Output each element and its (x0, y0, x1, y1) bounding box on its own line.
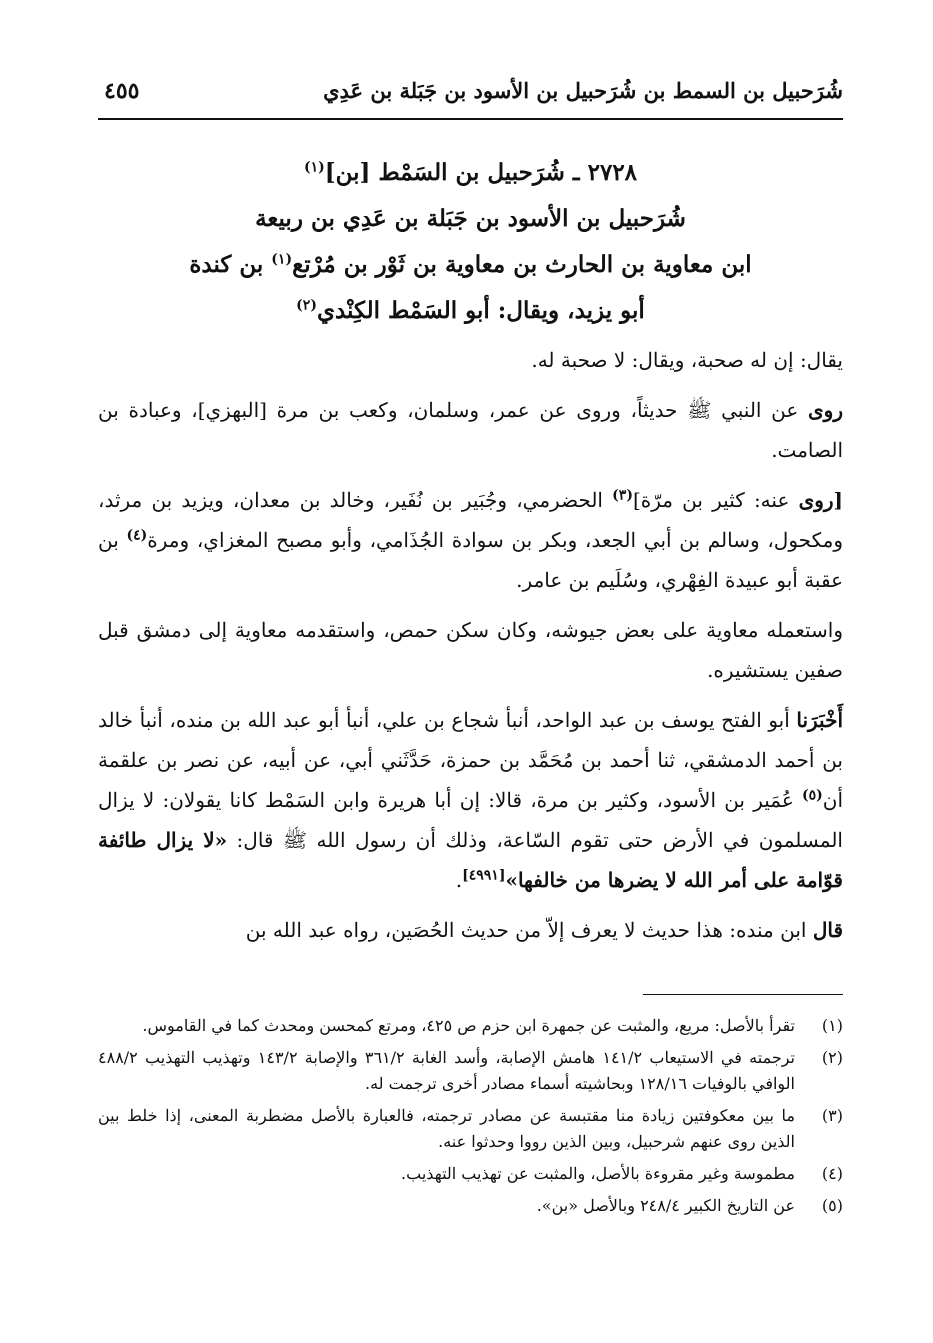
lead-word: [روى (798, 488, 843, 512)
running-title: شُرَحبيل بن السمط بن شُرَحبيل بن الأسود بن جَبَلة بن عَدِي (323, 78, 843, 103)
paragraph-text: بن عقبة أبو عبيدة الفِهْري، وسُلَيم بن عامر. (98, 528, 843, 592)
footnote-divider (643, 994, 843, 995)
entry-number-and-name: ٢٧٢٨ ـ شُرَحبيل بن السَمْط [بن] (324, 159, 638, 186)
page-number: ٤٥٥ (104, 78, 140, 104)
kunya-text: أبو يزيد، ويقال: أبو السَمْط الكِنْدي (316, 297, 645, 324)
paragraph-companionship: يقال: إن له صحبة، ويقال: لا صحبة له. (531, 348, 843, 372)
paragraph-narrators (98, 480, 843, 600)
footnote-item (98, 1013, 843, 1039)
footnote-text: تقرأ بالأصل: مريع، والمثبت عن جمهرة ابن حزم ص ٤٢٥، ومرتع كمحسن ومحدث كما في القاموس. (142, 1016, 795, 1035)
footnote-text: عن التاريخ الكبير ٢٤٨/٤ وبالأصل «بن». (536, 1196, 795, 1215)
hadith-text: «لا يزال طائفة قوّامة على أمر الله لا يضرها من خالفها» (98, 828, 843, 892)
footnote-marker: (١) (303, 159, 325, 176)
footnote-text: ما بين معكوفتين زيادة منا مقتبسة عن مصادر ترجمته، فالعبارة بالأصل مضطربة المعنى، إذا خلط بين الذين روى عنهم شرحبيل، وبين الذين رووا وحدثوا عنه. (98, 1106, 795, 1151)
paragraph-text: عُمَير بن الأسود، وكثير بن مرة، قالا: إن أبا هريرة وابن السَمْط كانا يقولان: لا يزال المسلمون في الأرض حتى تقوم السّاعة، وذلك أن رسول الله ﷺ قال: (98, 788, 843, 852)
entry-title-line-4 (98, 288, 843, 334)
paragraph-narrated-from (98, 390, 843, 470)
lineage-text: ابن معاوية بن الحارث بن معاوية بن ثَوْر بن مُرْتع (292, 251, 752, 278)
footnote-marker: (٢) (296, 297, 317, 314)
footnote-item (98, 1103, 843, 1155)
footnote-text: مطموسة وغير مقروءة بالأصل، والمثبت عن تهذيب التهذيب. (401, 1164, 795, 1183)
paragraph-text: الحضرمي، وجُبَير بن نُفَير، وخالد بن معدان، ويزيد بن مرثد، ومكحول، وسالم بن أبي الجعد، وبكر بن سوادة الجُذَامي، وأبو مصبح المغزاي، ومرة (98, 488, 843, 552)
footnote-number: (٤) (821, 1164, 843, 1183)
footnote-marker: (٤) (126, 527, 148, 544)
paragraph-biography: واستعمله معاوية على بعض جيوشه، وكان سكن حمص، واستقدمه معاوية إلى دمشق قبل صفين يستشيره. (98, 618, 843, 682)
footnotes (98, 1013, 843, 1219)
lineage-text-end: بن كندة (189, 251, 272, 278)
footnote-marker: (٥) (801, 787, 823, 804)
lead-word: روى (808, 398, 843, 422)
footnote-number: (١) (821, 1016, 843, 1035)
footnote-marker: (٣) (612, 487, 633, 504)
footnote-number: (٢) (821, 1048, 843, 1067)
paragraph-ibn-mandah (98, 910, 843, 950)
footnote-number: (٣) (821, 1106, 843, 1125)
footnote-marker: (١) (271, 251, 293, 268)
entry-title (98, 150, 843, 334)
footnote-item (98, 1161, 843, 1187)
footnote-text: ترجمته في الاستيعاب ١٤١/٢ هامش الإصابة، وأسد الغابة ٣٦١/٢ والإصابة ١٤٣/٢ وتهذيب التهذيب ٤٨٨/٢ الوافي بالوفيات ١٢٨/١٦ وبحاشيته أسماء مصادر أخرى ترجمت له. (98, 1048, 796, 1093)
entry-title-line-2: شُرَحبيل بن الأسود بن جَبَلة بن عَدِي بن ربيعة (255, 205, 686, 232)
paragraph-text: عنه: كثير بن مرّة] (632, 488, 799, 512)
paragraph-text: أبو الفتح يوسف بن عبد الواحد، أنبأ شجاع بن علي، أنبأ أبو عبد الله بن منده، أنبأ خالد بن أحمد الدمشقي، ثنا أحمد بن مُحَمَّد بن حمزة، حَدَّثَني أبي، عن أبيه، عن نصر بن علقمة أن (98, 708, 843, 812)
paragraph-isnad (98, 700, 843, 900)
footnote-number: (٥) (821, 1196, 843, 1215)
paragraph-text: عن النبي ﷺ حديثاً، وروى عن عمر، وسلمان، وكعب بن مرة [البهزي]، وعبادة بن الصامت. (98, 398, 843, 462)
entry-title-line-1 (98, 150, 843, 196)
lead-word: أَخْبَرَنا (796, 708, 843, 732)
paragraph-text: ابن منده: هذا حديث لا يعرف إلاّ من حديث الحُصَين، رواه عبد الله بن (245, 918, 813, 942)
body-text (98, 340, 843, 950)
paragraph-end: . (455, 868, 463, 892)
lead-word: قال (812, 918, 843, 942)
book-page (98, 70, 843, 1300)
page-header (98, 70, 843, 120)
footnote-item (98, 1045, 843, 1097)
footnote-item (98, 1193, 843, 1219)
entry-title-line-3 (98, 242, 843, 288)
hadith-reference: [٤٩٩١] (462, 867, 506, 884)
